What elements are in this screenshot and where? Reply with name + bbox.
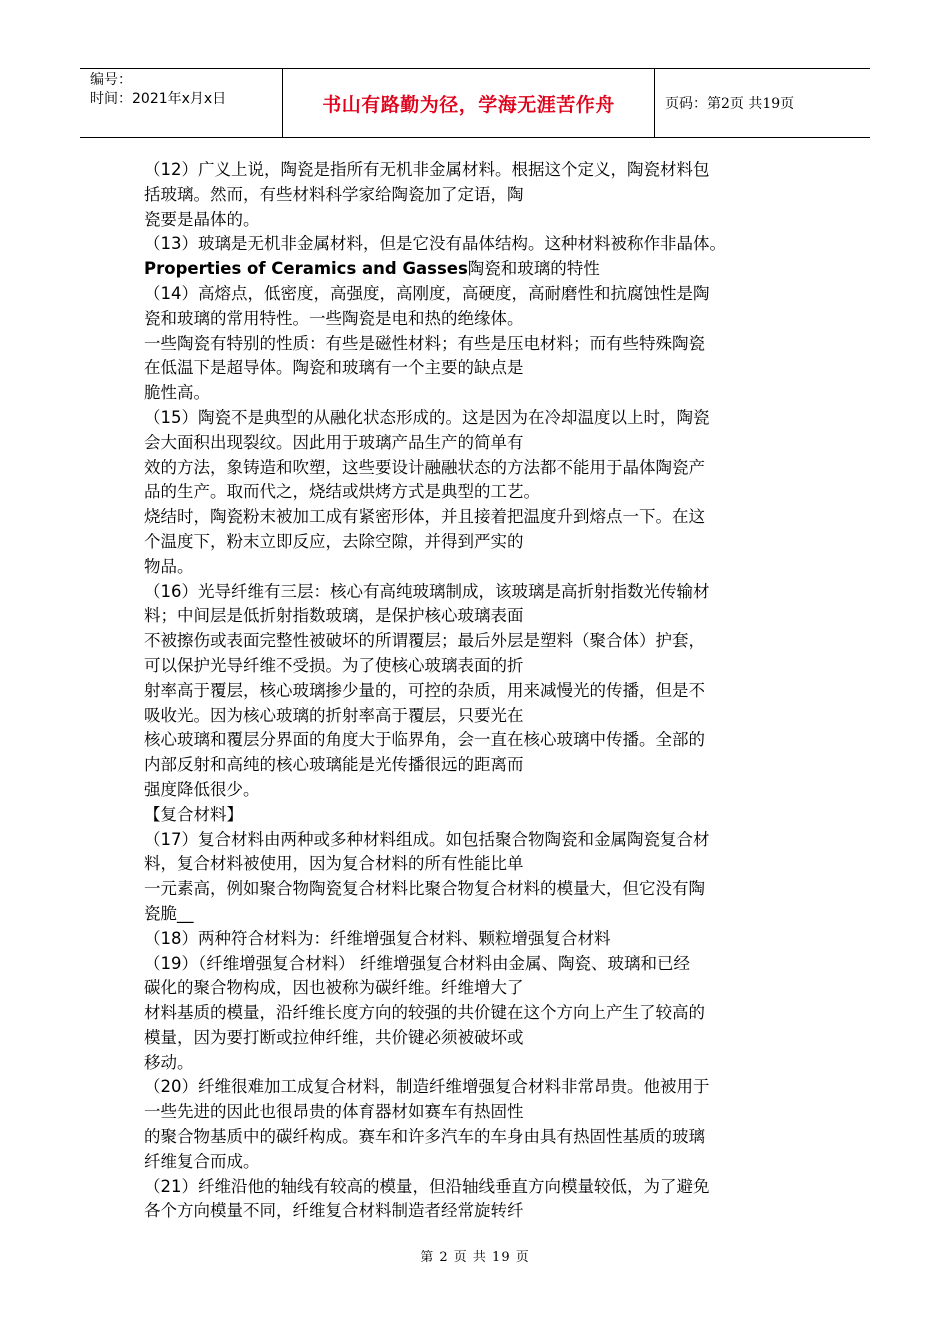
section-heading [144,257,814,282]
text-line: 射率高于覆层，核心玻璃掺少量的，可控的杂质，用来减慢光的传播，但是不 [144,680,705,700]
page-header [80,68,870,138]
text-line: 个温度下，粉末立即反应，去除空隙，并得到严实的 [144,531,524,551]
text-line: 料；中间层是低折射指数玻璃，是保护核心玻璃表面 [144,606,524,626]
text-line: 材料基质的模量，沿纤维长度方向的较强的共价键在这个方向上产生了较高的 [144,1003,705,1023]
text-line: （17）复合材料由两种或多种材料组成。如包括聚合物陶瓷和金属陶瓷复合材 [144,829,710,849]
document-number: 编号： [90,72,132,88]
text-line: 脆性高。 [144,383,210,403]
text-line: 纤维复合而成。 [144,1151,260,1171]
header-page-info [655,69,870,137]
text-line: 品的生产。取而代之，烧结或烘烤方式是典型的工艺。 [144,482,540,502]
text-line: 核心玻璃和覆层分界面的角度大于临界角，会一直在核心玻璃中传播。全部的 [144,730,705,750]
text-line: （15）陶瓷不是典型的从融化状态形成的。这是因为在冷却温度以上时，陶瓷 [144,407,710,427]
text-line: （13）玻璃是无机非金属材料，但是它没有晶体结构。这种材料被称作非晶体。 [144,234,726,254]
text-line: 烧结时，陶瓷粉末被加工成有紧密形体，并且接着把温度升到熔点一下。在这 [144,507,705,527]
text-line: 吸收光。因为核心玻璃的折射率高于覆层，只要光在 [144,705,524,725]
header-meta [80,69,282,137]
text-line: 移动。 [144,1052,194,1072]
text-line: 一元素高，例如聚合物陶瓷复合材料比聚合物复合材料的模量大，但它没有陶 [144,879,705,899]
text-line: （21）纤维沿他的轴线有较高的模量，但沿轴线垂直方向模量较低，为了避免 [144,1176,710,1196]
body-text [144,158,814,1224]
page-info-text: 页码：第2页 共19页 [665,96,795,112]
text-line: 瓷和玻璃的常用特性。一些陶瓷是电和热的绝缘体。 [144,308,524,328]
section-heading-en: Properties of Ceramics and Gasses [144,259,468,279]
text-line: （16）光导纤维有三层：核心有高纯玻璃制成，该玻璃是高折射指数光传输材 [144,581,710,601]
header-motto-cell [282,69,655,137]
text-line: 的聚合物基质中的碳纤构成。赛车和许多汽车的车身由具有热固性基质的玻璃 [144,1127,705,1147]
document-date: 时间：2021年x月x日 [90,91,227,107]
text-line: （20）纤维很难加工成复合材料，制造纤维增强复合材料非常昂贵。他被用于 [144,1077,710,1097]
text-line: （14）高熔点，低密度，高强度，高刚度，高硬度，高耐磨性和抗腐蚀性是陶 [144,283,710,303]
text-line: 强度降低很少。 [144,779,260,799]
text-line: 在低温下是超导体。陶瓷和玻璃有一个主要的缺点是 [144,358,524,378]
header-motto: 书山有路勤为径，学海无涯苦作舟 [322,93,615,116]
text-line: 瓷脆__ [144,903,194,923]
page-footer: 第 2 页 共 19 页 [420,1250,530,1265]
text-line: 效的方法，象铸造和吹塑，这些要设计融融状态的方法都不能用于晶体陶瓷产 [144,457,705,477]
text-line: 括玻璃。然而，有些材料科学家给陶瓷加了定语，陶 [144,184,524,204]
section-title-composites: 【复合材料】 [144,804,243,824]
text-line: 不被擦伤或表面完整性被破坏的所谓覆层；最后外层是塑料（聚合体）护套， [144,631,705,651]
text-line: 一些陶瓷有特别的性质：有些是磁性材料；有些是压电材料；而有些特殊陶瓷 [144,333,705,353]
text-line: 料，复合材料被使用，因为复合材料的所有性能比单 [144,854,524,874]
text-line: 模量，因为要打断或拉伸纤维，共价键必须被破坏或 [144,1027,524,1047]
text-line: （19）（纤维增强复合材料） 纤维增强复合材料由金属、陶瓷、玻璃和已经 [144,953,690,973]
text-line: 碳化的聚合物构成，因也被称为碳纤维。纤维增大了 [144,978,524,998]
text-line: 各个方向模量不同，纤维复合材料制造者经常旋转纤 [144,1201,524,1221]
text-line: 一些先进的因此也很昂贵的体育器材如赛车有热固性 [144,1102,524,1122]
text-line: 物品。 [144,556,194,576]
text-line: 会大面积出现裂纹。因此用于玻璃产品生产的简单有 [144,432,524,452]
text-line: （18）两种符合材料为：纤维增强复合材料、颗粒增强复合材料 [144,928,611,948]
text-line: 可以保护光导纤维不受损。为了使核心玻璃表面的折 [144,655,524,675]
text-line: 内部反射和高纯的核心玻璃能是光传播很远的距离而 [144,755,524,775]
section-heading-zh: 陶瓷和玻璃的特性 [467,259,600,279]
text-line: （12）广义上说，陶瓷是指所有无机非金属材料。根据这个定义，陶瓷材料包 [144,160,710,179]
text-line: 瓷要是晶体的。 [144,209,260,229]
